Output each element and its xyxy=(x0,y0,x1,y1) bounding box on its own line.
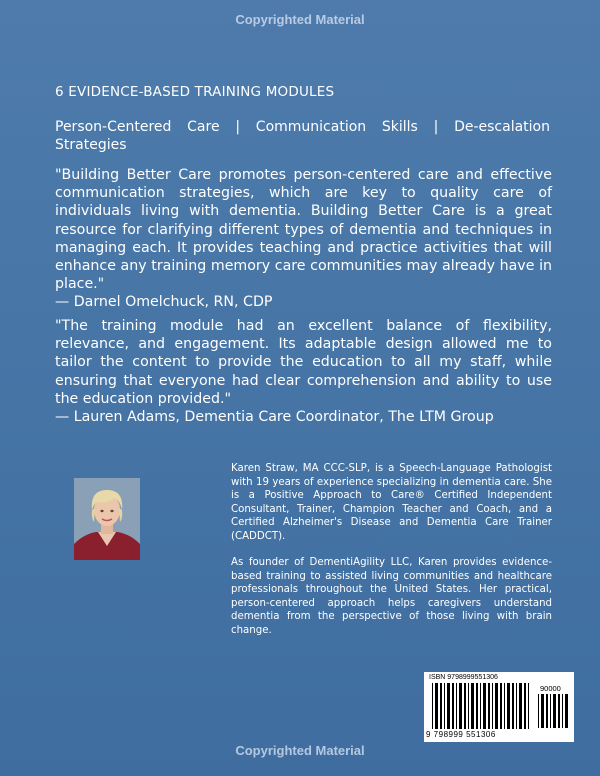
barcode-bar xyxy=(476,683,478,729)
testimonial-text: "Building Better Care promotes person-centered care and effective communication strategies, which are key to quality care of individuals living with dementia. Building Better Care is a great resource for clarifying different types of dementia and techniques in managing each. It provides teaching and practice activities that will enhance any training memory care communities may already have in place." xyxy=(55,167,552,293)
testimonial-text: "The training module had an excellent balance of flexibility, relevance, and engagement. Its adaptable design allowed me to tailor the content to provide the education to all my staff, while ensuring that everyone had clear comprehension and ability to use the education provided." xyxy=(55,318,552,407)
barcode-bar xyxy=(562,694,563,728)
barcode-bar xyxy=(516,683,517,729)
barcode-bar xyxy=(459,683,462,729)
barcode-bar xyxy=(440,683,442,729)
barcode-bar xyxy=(447,683,450,729)
price-code: 90000 xyxy=(540,684,561,693)
isbn-label: ISBN 9798999551306 xyxy=(429,674,498,681)
barcode-bar xyxy=(512,683,514,729)
barcode-bar xyxy=(456,683,457,729)
isbn-barcode xyxy=(424,672,574,742)
barcode-bars xyxy=(432,683,532,729)
barcode-bar xyxy=(488,683,490,729)
barcode-bar xyxy=(528,683,529,729)
isbn-digits: 9 798999 551306 xyxy=(426,730,496,739)
barcode-bar xyxy=(524,683,526,729)
topics-line: Person-Centered Care | Communication Skills | De-escalation Strategies xyxy=(55,119,550,153)
barcode-bar xyxy=(495,683,498,729)
barcode-bar xyxy=(432,683,433,729)
barcode-bar xyxy=(444,683,445,729)
testimonial-1 xyxy=(55,166,552,312)
barcode-bar xyxy=(471,683,474,729)
author-bio: Karen Straw, MA CCC-SLP, is a Speech-Language Pathologist with 19 years of experience specializing in dementia care. She is a Positive Approach to Care® Certified Independent Consultant, Trainer, Champion Teacher and Coach, and a Certified Alzheimer's Disease and Dementia Care Trainer (CADDCT). xyxy=(231,463,552,542)
barcode-bar xyxy=(492,683,493,729)
barcode-bar xyxy=(500,683,502,729)
barcode-bar xyxy=(480,683,481,729)
barcode-bar xyxy=(553,694,556,728)
barcode-bar xyxy=(483,683,486,729)
barcode-bar xyxy=(452,683,454,729)
testimonial-attribution: — Darnel Omelchuck, RN, CDP xyxy=(55,294,273,311)
barcode-bar xyxy=(565,694,568,728)
modules-heading: 6 EVIDENCE-BASED TRAINING MODULES xyxy=(55,84,335,100)
testimonial-2 xyxy=(55,317,552,426)
barcode-bar xyxy=(519,683,522,729)
author-photo xyxy=(74,478,140,560)
barcode-bar xyxy=(558,694,560,728)
barcode-bar xyxy=(550,694,551,728)
barcode-bar xyxy=(538,694,539,728)
testimonial-attribution: — Lauren Adams, Dementia Care Coordinator, The LTM Group xyxy=(55,409,494,426)
barcode-bar xyxy=(435,683,438,729)
watermark-bottom: Copyrighted Material xyxy=(235,743,365,758)
barcode-bar xyxy=(541,694,544,728)
author-portrait-icon xyxy=(74,478,140,560)
watermark-top: Copyrighted Material xyxy=(235,12,365,27)
author-company-bio: As founder of DementiAgility LLC, Karen provides evidence-based training to assisted living communities and healthcare professionals throughout the United States. Her practical, person-centered approach helps caregivers understand dementia from the perspective of those living with brain change. xyxy=(231,557,552,636)
barcode-bar xyxy=(504,683,505,729)
barcode-bar xyxy=(546,694,548,728)
barcode-bar xyxy=(507,683,510,729)
barcode-bar xyxy=(464,683,466,729)
price-barcode-bars xyxy=(538,694,570,728)
barcode-bar xyxy=(468,683,469,729)
